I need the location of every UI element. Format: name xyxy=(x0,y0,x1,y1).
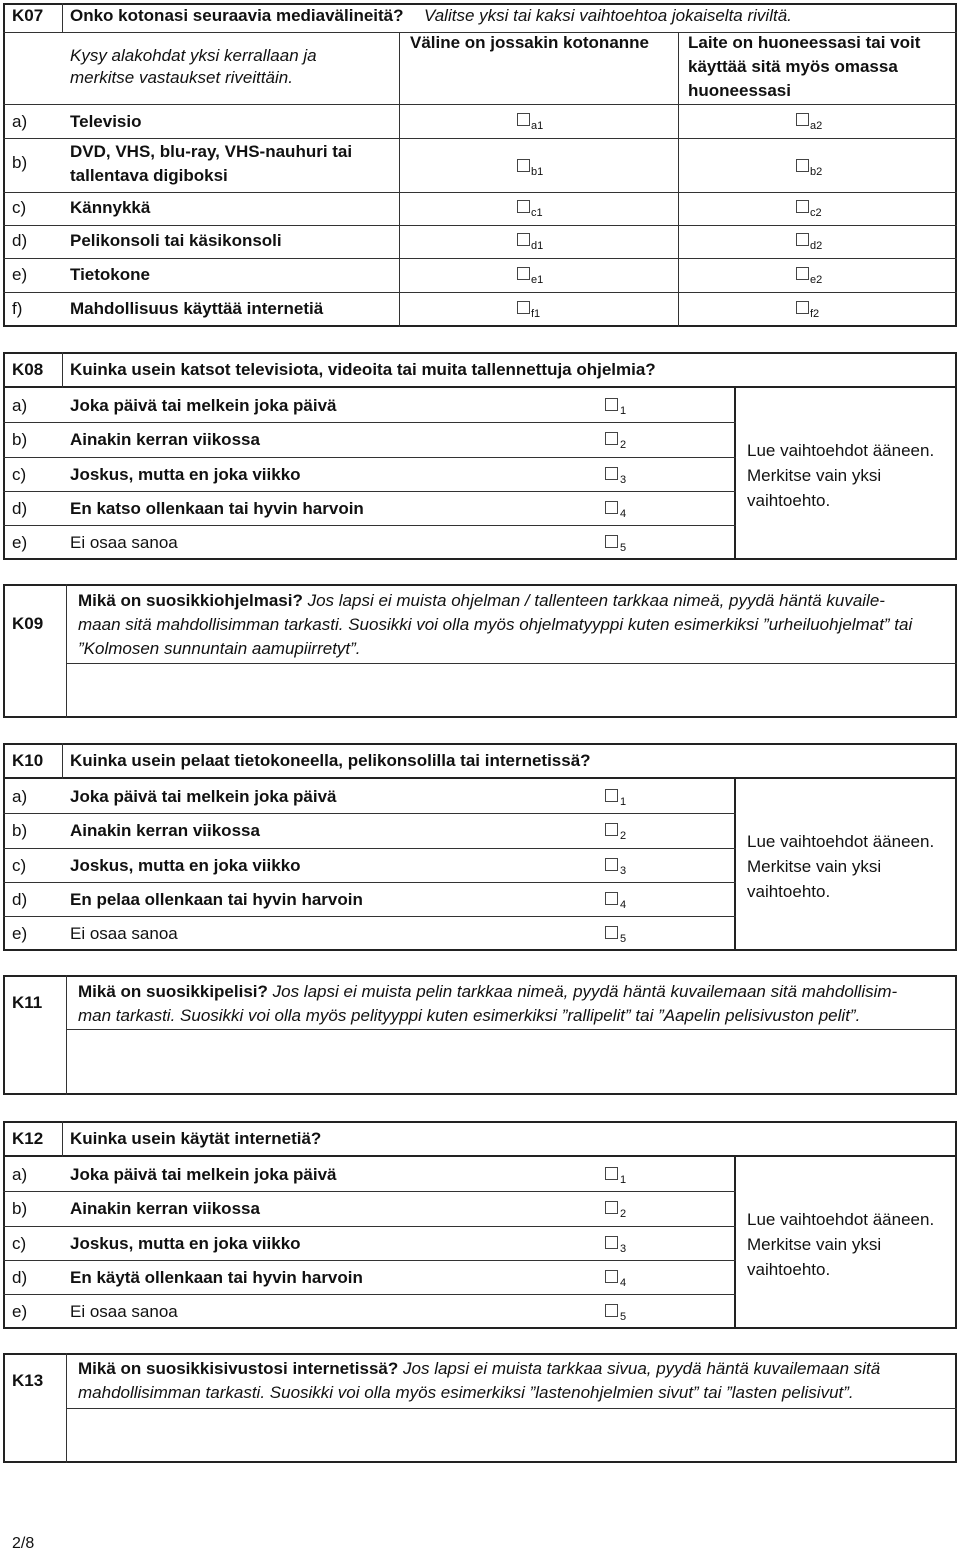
option-letter: c) xyxy=(12,1234,27,1253)
checkbox-3[interactable] xyxy=(605,858,618,871)
k11-answer-field[interactable] xyxy=(67,1030,955,1093)
option-label: Joskus, mutta en joka viikko xyxy=(70,856,301,875)
k08-code: K08 xyxy=(12,360,44,379)
k07-instruction: Valitse yksi tai kaksi vaihtoehtoa jokaiselta riviltä. xyxy=(424,6,792,25)
option-letter: c) xyxy=(12,465,27,484)
option-label: Joka päivä tai melkein joka päivä xyxy=(70,1165,337,1184)
checkbox-c1[interactable] xyxy=(517,200,530,213)
k09-line1: Jos lapsi ei muista ohjelman / tallenteen tarkkaa nimeä, pyydä häntä kuvaile- xyxy=(307,591,885,610)
k13-line1: Jos lapsi ei muista tarkkaa sivua, pyydä häntä kuvailemaan sitä xyxy=(403,1359,881,1378)
option-label: Joka päivä tai melkein joka päivä xyxy=(70,396,337,415)
row-label: Kännykkä xyxy=(70,198,151,217)
checkbox-label: 5 xyxy=(620,1311,627,1323)
checkbox-a1[interactable] xyxy=(517,113,530,126)
option-letter: d) xyxy=(12,499,28,518)
checkbox-label: 1 xyxy=(620,796,627,808)
checkbox-label: 5 xyxy=(620,542,627,554)
k10-note-1: Lue vaihtoehdot ääneen. xyxy=(747,832,935,851)
k09-line3: ”Kolmosen sunnuntain aamupiirretyt”. xyxy=(78,639,361,658)
k11-line2: man tarkasti. Suosikki voi olla myös pelityyppi kuten esimerkiksi ”rallipelit” tai ”Aapelin pelisivuston pelit”. xyxy=(78,1006,861,1025)
k13-answer-field[interactable] xyxy=(67,1409,955,1461)
option-letter: e) xyxy=(12,1302,28,1321)
option-letter: e) xyxy=(12,924,28,943)
k07-col2-header-3: huoneessasi xyxy=(688,81,791,100)
option-letter: b) xyxy=(12,1199,28,1218)
checkbox-label: 1 xyxy=(620,1174,627,1186)
checkbox-label: e1 xyxy=(531,274,544,286)
k08-note-1: Lue vaihtoehdot ääneen. xyxy=(747,441,935,460)
option-letter: a) xyxy=(12,787,28,806)
k13-code: K13 xyxy=(12,1371,44,1390)
checkbox-3[interactable] xyxy=(605,467,618,480)
row-label-2: tallentava digiboksi xyxy=(70,166,228,185)
option-letter: b) xyxy=(12,821,28,840)
checkbox-b1[interactable] xyxy=(517,159,530,172)
checkbox-4[interactable] xyxy=(605,892,618,905)
checkbox-label: 3 xyxy=(620,865,627,877)
checkbox-2[interactable] xyxy=(605,432,618,445)
row-label: Tietokone xyxy=(70,265,150,284)
option-label: Ei osaa sanoa xyxy=(70,924,178,943)
row-letter: c) xyxy=(12,198,27,217)
row-letter: a) xyxy=(12,112,28,131)
k07-sub-instruction-2: merkitse vastaukset riveittäin. xyxy=(70,68,293,87)
k12-note-1: Lue vaihtoehdot ääneen. xyxy=(747,1210,935,1229)
k10-question: Kuinka usein pelaat tietokoneella, pelikonsolilla tai internetissä? xyxy=(70,751,591,770)
option-label: Ainakin kerran viikossa xyxy=(70,430,260,449)
option-label: Joka päivä tai melkein joka päivä xyxy=(70,787,337,806)
k07-col2-header-2: käyttää sitä myös omassa xyxy=(688,57,898,76)
checkbox-label: 1 xyxy=(620,405,627,417)
k10-note-2: Merkitse vain yksi xyxy=(747,857,882,876)
k07-code: K07 xyxy=(12,6,44,25)
k13-line2: mahdollisimman tarkasti. Suosikki voi olla myös esimerkiksi ”lastenohjelmien sivut” tai ”lasten pelisivut”. xyxy=(78,1383,854,1402)
checkbox-label: d1 xyxy=(531,240,544,252)
row-letter: e) xyxy=(12,265,28,284)
k11-code: K11 xyxy=(12,993,43,1012)
checkbox-label: 3 xyxy=(620,1243,627,1255)
checkbox-label: c2 xyxy=(810,207,822,219)
checkbox-label: 2 xyxy=(620,1208,627,1220)
option-label: En käytä ollenkaan tai hyvin harvoin xyxy=(70,1268,363,1287)
checkbox-e2[interactable] xyxy=(796,267,809,280)
checkbox-f1[interactable] xyxy=(517,301,530,314)
option-label: Joskus, mutta en joka viikko xyxy=(70,1234,301,1253)
checkbox-2[interactable] xyxy=(605,1201,618,1214)
k08-question: Kuinka usein katsot televisiota, videoita tai muita tallennettuja ohjelmia? xyxy=(70,360,656,379)
checkbox-label: 4 xyxy=(620,508,627,520)
row-label: Mahdollisuus käyttää internetiä xyxy=(70,299,324,318)
option-letter: a) xyxy=(12,396,28,415)
checkbox-e1[interactable] xyxy=(517,267,530,280)
k13-text xyxy=(78,1357,954,1405)
checkbox-a2[interactable] xyxy=(796,113,809,126)
k12-note-3: vaihtoehto. xyxy=(747,1260,831,1279)
row-label: Televisio xyxy=(70,112,142,131)
checkbox-label: 3 xyxy=(620,474,627,486)
row-letter: d) xyxy=(12,231,28,250)
checkbox-label: 2 xyxy=(620,439,627,451)
checkbox-label: 2 xyxy=(620,830,627,842)
k09-question: Mikä on suosikkiohjelmasi? xyxy=(78,591,303,610)
option-label: Joskus, mutta en joka viikko xyxy=(70,465,301,484)
k08-note-3: vaihtoehto. xyxy=(747,491,831,510)
checkbox-d2[interactable] xyxy=(796,233,809,246)
row-letter: f) xyxy=(12,299,23,318)
option-letter: e) xyxy=(12,533,28,552)
checkbox-label: d2 xyxy=(810,240,823,252)
option-label: Ei osaa sanoa xyxy=(70,533,178,552)
checkbox-1[interactable] xyxy=(605,789,618,802)
option-label: En katso ollenkaan tai hyvin harvoin xyxy=(70,499,364,518)
checkbox-label: f1 xyxy=(531,308,541,320)
checkbox-label: b2 xyxy=(810,166,823,178)
k09-code: K09 xyxy=(12,614,44,633)
k09-answer-field[interactable] xyxy=(67,664,955,716)
option-label: En pelaa ollenkaan tai hyvin harvoin xyxy=(70,890,363,909)
option-letter: d) xyxy=(12,890,28,909)
checkbox-label: b1 xyxy=(531,166,544,178)
checkbox-4[interactable] xyxy=(605,501,618,514)
k10-note-3: vaihtoehto. xyxy=(747,882,831,901)
checkbox-label: c1 xyxy=(531,207,543,219)
option-label: Ei osaa sanoa xyxy=(70,1302,178,1321)
k12-code: K12 xyxy=(12,1129,44,1148)
checkbox-1[interactable] xyxy=(605,1167,618,1180)
k11-question: Mikä on suosikkipelisi? xyxy=(78,982,268,1001)
k09-text xyxy=(78,589,954,661)
checkbox-3[interactable] xyxy=(605,1236,618,1249)
option-label: Ainakin kerran viikossa xyxy=(70,1199,260,1218)
checkbox-4[interactable] xyxy=(605,1270,618,1283)
checkbox-label: a2 xyxy=(810,120,823,132)
option-letter: b) xyxy=(12,430,28,449)
k07-sub-instruction-1: Kysy alakohdat yksi kerrallaan ja xyxy=(70,46,317,65)
checkbox-2[interactable] xyxy=(605,823,618,836)
checkbox-label: a1 xyxy=(531,120,544,132)
checkbox-5[interactable] xyxy=(605,535,618,548)
option-letter: c) xyxy=(12,856,27,875)
k11-line1: Jos lapsi ei muista pelin tarkkaa nimeä, pyydä häntä kuvailemaan sitä mahdollisim- xyxy=(272,982,898,1001)
checkbox-label: e2 xyxy=(810,274,823,286)
row-label: DVD, VHS, blu-ray, VHS-nauhuri tai xyxy=(70,142,353,161)
option-letter: a) xyxy=(12,1165,28,1184)
k07-col2-header-1: Laite on huoneessasi tai voit xyxy=(688,33,921,52)
k09-line2: maan sitä mahdollisimman tarkasti. Suosikki voi olla myös ohjelmatyyppi kuten esimerkiksi ”urheiluohjelmat” tai xyxy=(78,615,913,634)
k12-question: Kuinka usein käytät internetiä? xyxy=(70,1129,322,1148)
row-letter: b) xyxy=(12,153,28,172)
checkbox-5[interactable] xyxy=(605,926,618,939)
k08-note-2: Merkitse vain yksi xyxy=(747,466,882,485)
checkbox-5[interactable] xyxy=(605,1304,618,1317)
checkbox-label: 5 xyxy=(620,933,627,945)
checkbox-label: 4 xyxy=(620,1277,627,1289)
checkbox-b2[interactable] xyxy=(796,159,809,172)
checkbox-label: f2 xyxy=(810,308,820,320)
k12-note-2: Merkitse vain yksi xyxy=(747,1235,882,1254)
checkbox-1[interactable] xyxy=(605,398,618,411)
k11-text xyxy=(78,980,954,1028)
k10-code: K10 xyxy=(12,751,44,770)
page-number: 2/8 xyxy=(12,1535,35,1552)
option-label: Ainakin kerran viikossa xyxy=(70,821,260,840)
row-label: Pelikonsoli tai käsikonsoli xyxy=(70,231,282,250)
k13-question: Mikä on suosikkisivustosi internetissä? xyxy=(78,1359,399,1378)
k07-col1-header: Väline on jossakin kotonanne xyxy=(410,33,649,52)
checkbox-label: 4 xyxy=(620,899,627,911)
checkbox-f2[interactable] xyxy=(796,301,809,314)
checkbox-c2[interactable] xyxy=(796,200,809,213)
checkbox-d1[interactable] xyxy=(517,233,530,246)
option-letter: d) xyxy=(12,1268,28,1287)
k07-question: Onko kotonasi seuraavia mediavälineitä? xyxy=(70,6,404,25)
